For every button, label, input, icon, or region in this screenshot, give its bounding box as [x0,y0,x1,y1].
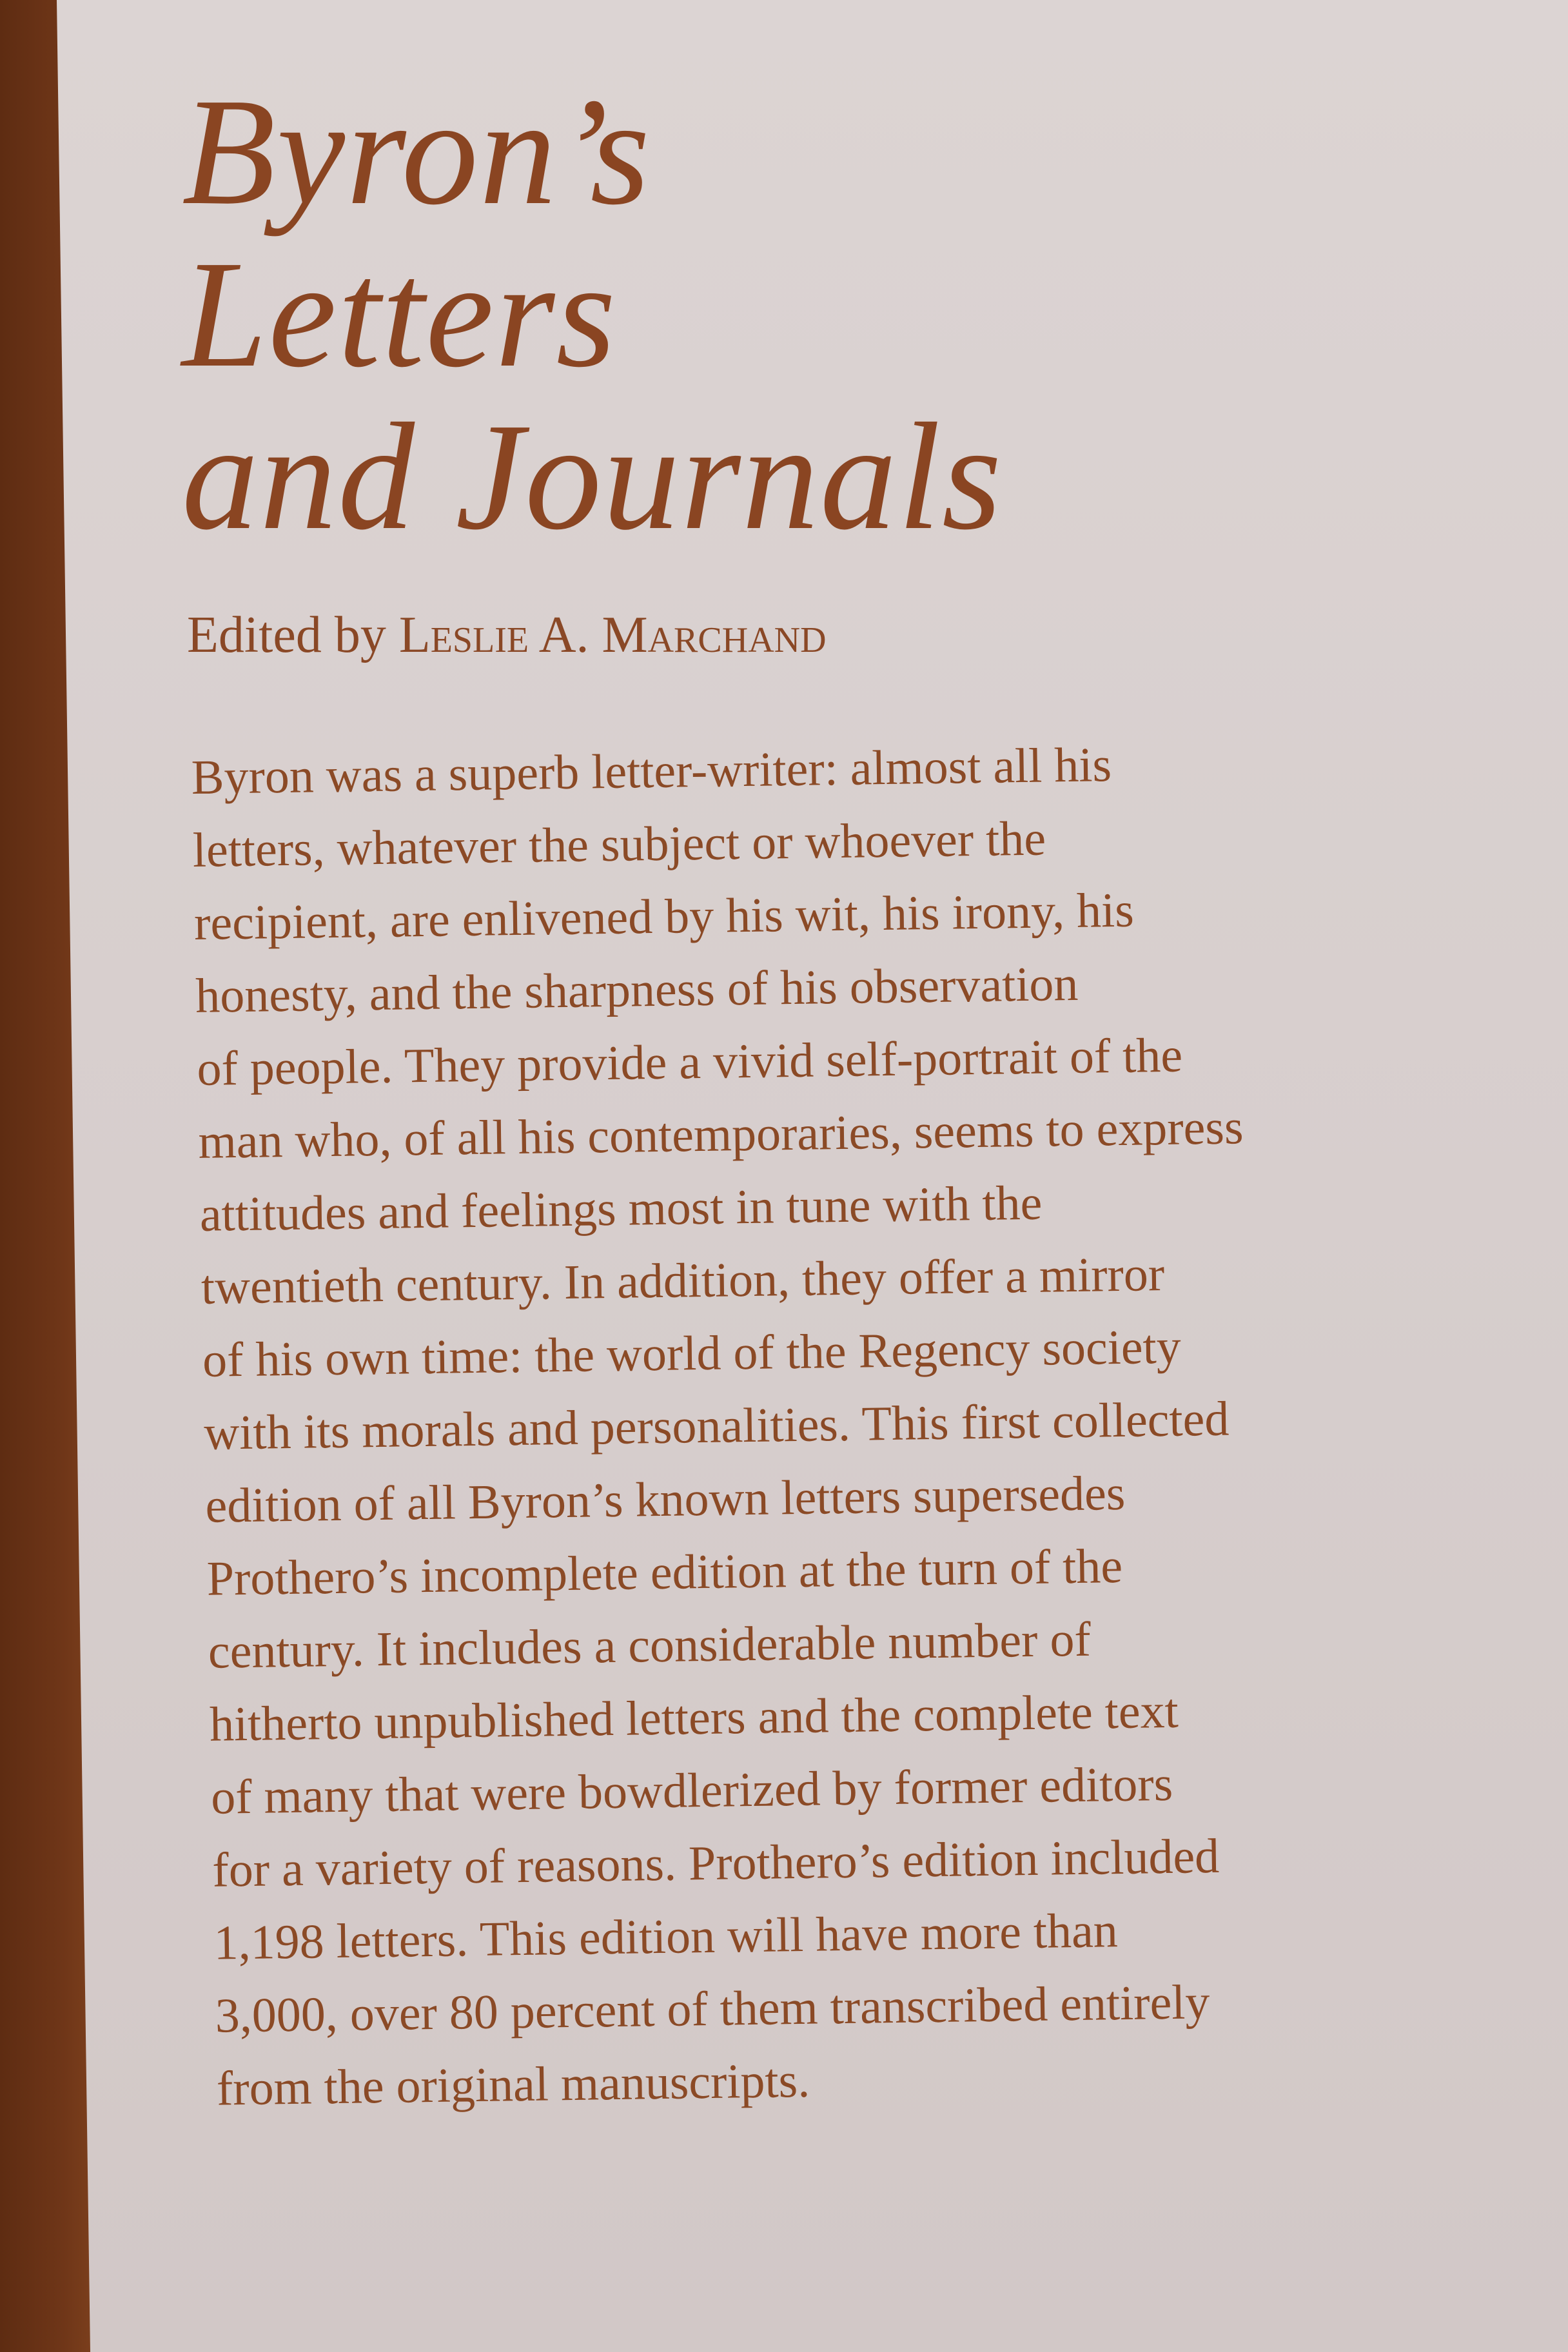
blurb-line: man who, of all his contemporaries, seems to express [198,1100,1244,1169]
blurb-line: Byron was a superb letter-writer: almost all his [191,738,1112,805]
blurb-line: for a variety of reasons. Prothero’s edition included [211,1828,1220,1897]
blurb-line: edition of all Byron’s known letters supersedes [204,1465,1126,1533]
editor-name: Leslie A. Marchand [398,607,827,663]
title-line: Letters [182,230,618,399]
blurb-line: recipient, are enlivened by his wit, his irony, his [193,883,1135,950]
editor-prefix: Edited by [187,607,386,663]
blurb-line: with its morals and personalities. This first collected [203,1391,1230,1460]
blurb-line: letters, whatever the subject or whoever the [192,811,1046,877]
blurb-line: century. It includes a considerable number of [208,1612,1092,1679]
editor-credit [187,606,827,665]
blurb [191,723,1500,2126]
blurb-line: of his own time: the world of the Regency society [202,1319,1182,1387]
title-line: and Journals [182,392,1003,562]
blurb-line: honesty, and the sharpness of his observation [195,956,1079,1023]
title-line: Byron’s [182,67,651,237]
blurb-line: twentieth century. In addition, they offer a mirror [201,1247,1165,1315]
blurb-line: of many that were bowdlerized by former editors [210,1756,1173,1825]
blurb-line: from the original manuscripts. [216,2053,810,2116]
blurb-line: attitudes and feelings most in tune with the [199,1175,1043,1242]
blurb-line: Prothero’s incomplete edition at the turn of the [206,1538,1123,1606]
blurb-line: 3,000, over 80 percent of them transcribed entirely [215,1975,1210,2043]
blurb-line: of people. They provide a vivid self-portrait of the [196,1028,1183,1096]
blurb-line: 1,198 letters. This edition will have more than [213,1903,1119,1970]
blurb-line: hitherto unpublished letters and the complete text [209,1683,1179,1752]
book-title [182,67,1003,562]
